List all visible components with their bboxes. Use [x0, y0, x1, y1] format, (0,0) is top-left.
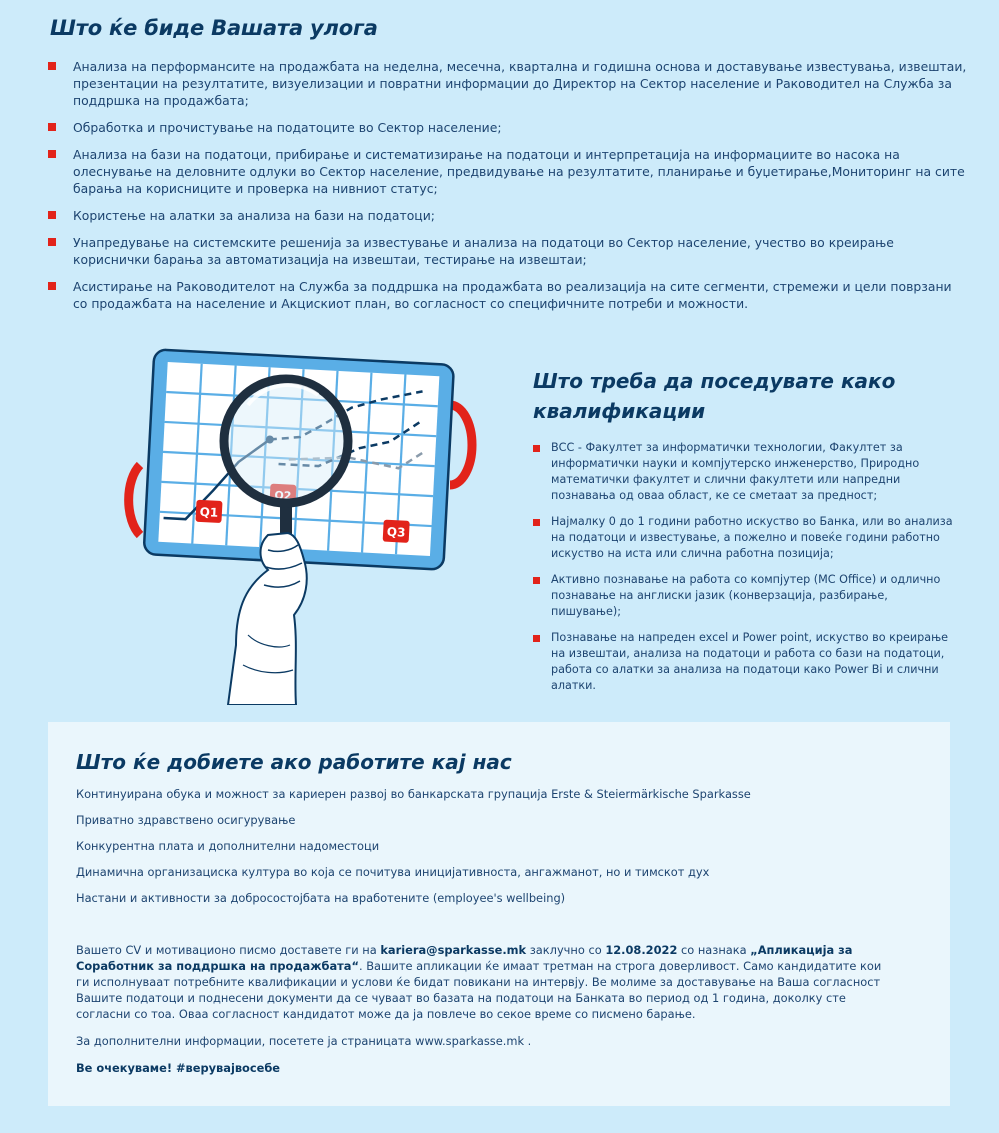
square-bullet-icon: [48, 238, 56, 246]
list-item: [48, 58, 968, 109]
square-bullet-icon: [533, 519, 540, 526]
square-bullet-icon: [48, 150, 56, 158]
square-bullet-icon: [533, 577, 540, 584]
list-item: Динамична организациска култура во која се почитува иницијативноста, ангажманот, но и тимскот дух: [76, 865, 710, 879]
square-bullet-icon: [48, 62, 56, 70]
list-item: [533, 572, 953, 620]
apply-text: . Вашите апликации ќе имаат третман на строга доверливост. Само кандидатите кои ги исполнуваат потребните квалификации и услови ќе бидат повикани на интервју. Ве молиме за доставување на Ваша согласност Вашите податоци и поднесени документи да се чуваат во базата на податоци на Банката во период од 1 година, доколку сте согласни со тоа. Оваа согласност кандидатот може да ја повлече во секое време со писмено барање.: [76, 959, 882, 1021]
apply-text: заклучно со: [526, 943, 606, 957]
list-item: Континуирана обука и можност за кариерен развој во банкарската групација Erste & Steiermärkische Sparkasse: [76, 787, 751, 801]
list-item-text: Обработка и прочистување на податоците во Сектор население;: [73, 120, 502, 135]
q3-label: Q3: [386, 524, 406, 540]
email-link[interactable]: kariera@sparkasse.mk: [380, 943, 527, 957]
list-item: [48, 234, 968, 268]
square-bullet-icon: [533, 445, 540, 452]
list-item: [48, 146, 968, 197]
list-item-text: Анализа на перформансите на продажбата на неделна, месечна, квартална и годишна основа и доставување известувања, извештаи, презентации на резултатите, визуелизации и повратни информации до Директор на Сектор население и Раководител на Служба за поддршка на продажбата;: [73, 59, 967, 108]
list-item: Конкурентна плата и дополнителни надоместоци: [76, 839, 380, 853]
list-item-text: ВСС - Факултет за информатички технологии, Факултет за информатички науки и компјутерско инженерство, Природно математички факултет и слични факултети или напредни познавања од оваа област, ке се сметаат за предност;: [551, 441, 920, 502]
list-item-text: Активно познавање на работа со компјутер (MC Office) и одлично познавање на англиски јазик (конверзација, разбирање, пишување);: [551, 573, 941, 618]
list-item-text: Најмалку 0 до 1 години работно искуство во Банка, или во анализа на податоци и известување, а пожелно и повеќе години работно искуство на иста или слична работна позиција;: [551, 515, 953, 560]
apply-text: Вашето CV и мотивационо писмо доставете ги на: [76, 943, 381, 957]
chart-magnifier-illustration: [118, 345, 478, 705]
benefits-heading: Што ќе добиете ако работите кај нас: [76, 750, 512, 774]
list-item: Приватно здравствено осигурување: [76, 813, 296, 827]
qualifications-heading: Што треба да поседувате како квалификации: [533, 369, 896, 423]
square-bullet-icon: [48, 282, 56, 290]
list-item: [533, 514, 953, 562]
list-item: Настани и активности за добросостојбата на вработените (employee's wellbeing): [76, 891, 566, 905]
application-instructions: [76, 942, 896, 1022]
list-item-text: Унапредување на системските решенија за известување и анализа на податоци во Сектор население, учество во креирање кориснички барања за автоматизација на извештаи, тестирање на извештаи;: [73, 235, 894, 267]
list-item-text: Користење на алатки за анализа на бази на податоци;: [73, 208, 435, 223]
list-item: [48, 119, 968, 136]
info-line[interactable]: За дополнителни информации, посетете ја страницата www.sparkasse.mk .: [76, 1034, 532, 1048]
list-item: [48, 207, 968, 224]
list-item: [533, 630, 953, 694]
list-item-text: Асистирање на Раководителот на Служба за поддршка на продажбата во реализација на сите сегменти, стремежи и цели поврзани со продажбата на население и Акцискиот план, во согласност со специфичните потреби и можности.: [73, 279, 952, 311]
role-heading: Што ќе биде Вашата улога: [50, 16, 378, 40]
list-item-text: Познавање на напреден excel и Power point, искуство во креирање на извештаи, анализа на податоци и работа со бази на податоци, работа со алатки за анализа на податоци како Power Bi и слични алатки.: [551, 631, 949, 692]
apply-text: со назнака: [677, 943, 751, 957]
benefits-list: [76, 787, 916, 917]
square-bullet-icon: [48, 211, 56, 219]
list-item: [48, 278, 968, 312]
square-bullet-icon: [533, 635, 540, 642]
benefits-panel: [48, 722, 950, 1106]
list-item: [533, 440, 953, 504]
square-bullet-icon: [48, 123, 56, 131]
q2-label: Q2: [274, 488, 292, 503]
qualifications-list: [533, 440, 953, 704]
q1-label: Q1: [199, 504, 219, 520]
closing-line: Ве очекуваме! #верувајвосебе: [76, 1061, 281, 1075]
deadline-date: 12.08.2022: [605, 943, 678, 957]
application-subject: „Апликација за Соработник за поддршка на продажбата“: [76, 943, 853, 973]
role-list: [48, 58, 968, 322]
list-item-text: Анализа на бази на податоци, прибирање и систематизирање на податоци и интерпретација на информациите во насока на олеснување на деловните одлуки во Сектор население, предвидување на резултатите, планирање и буџетирање,Мониторинг на сите барања на корисниците и проверка на нивниот статус;: [73, 147, 965, 196]
